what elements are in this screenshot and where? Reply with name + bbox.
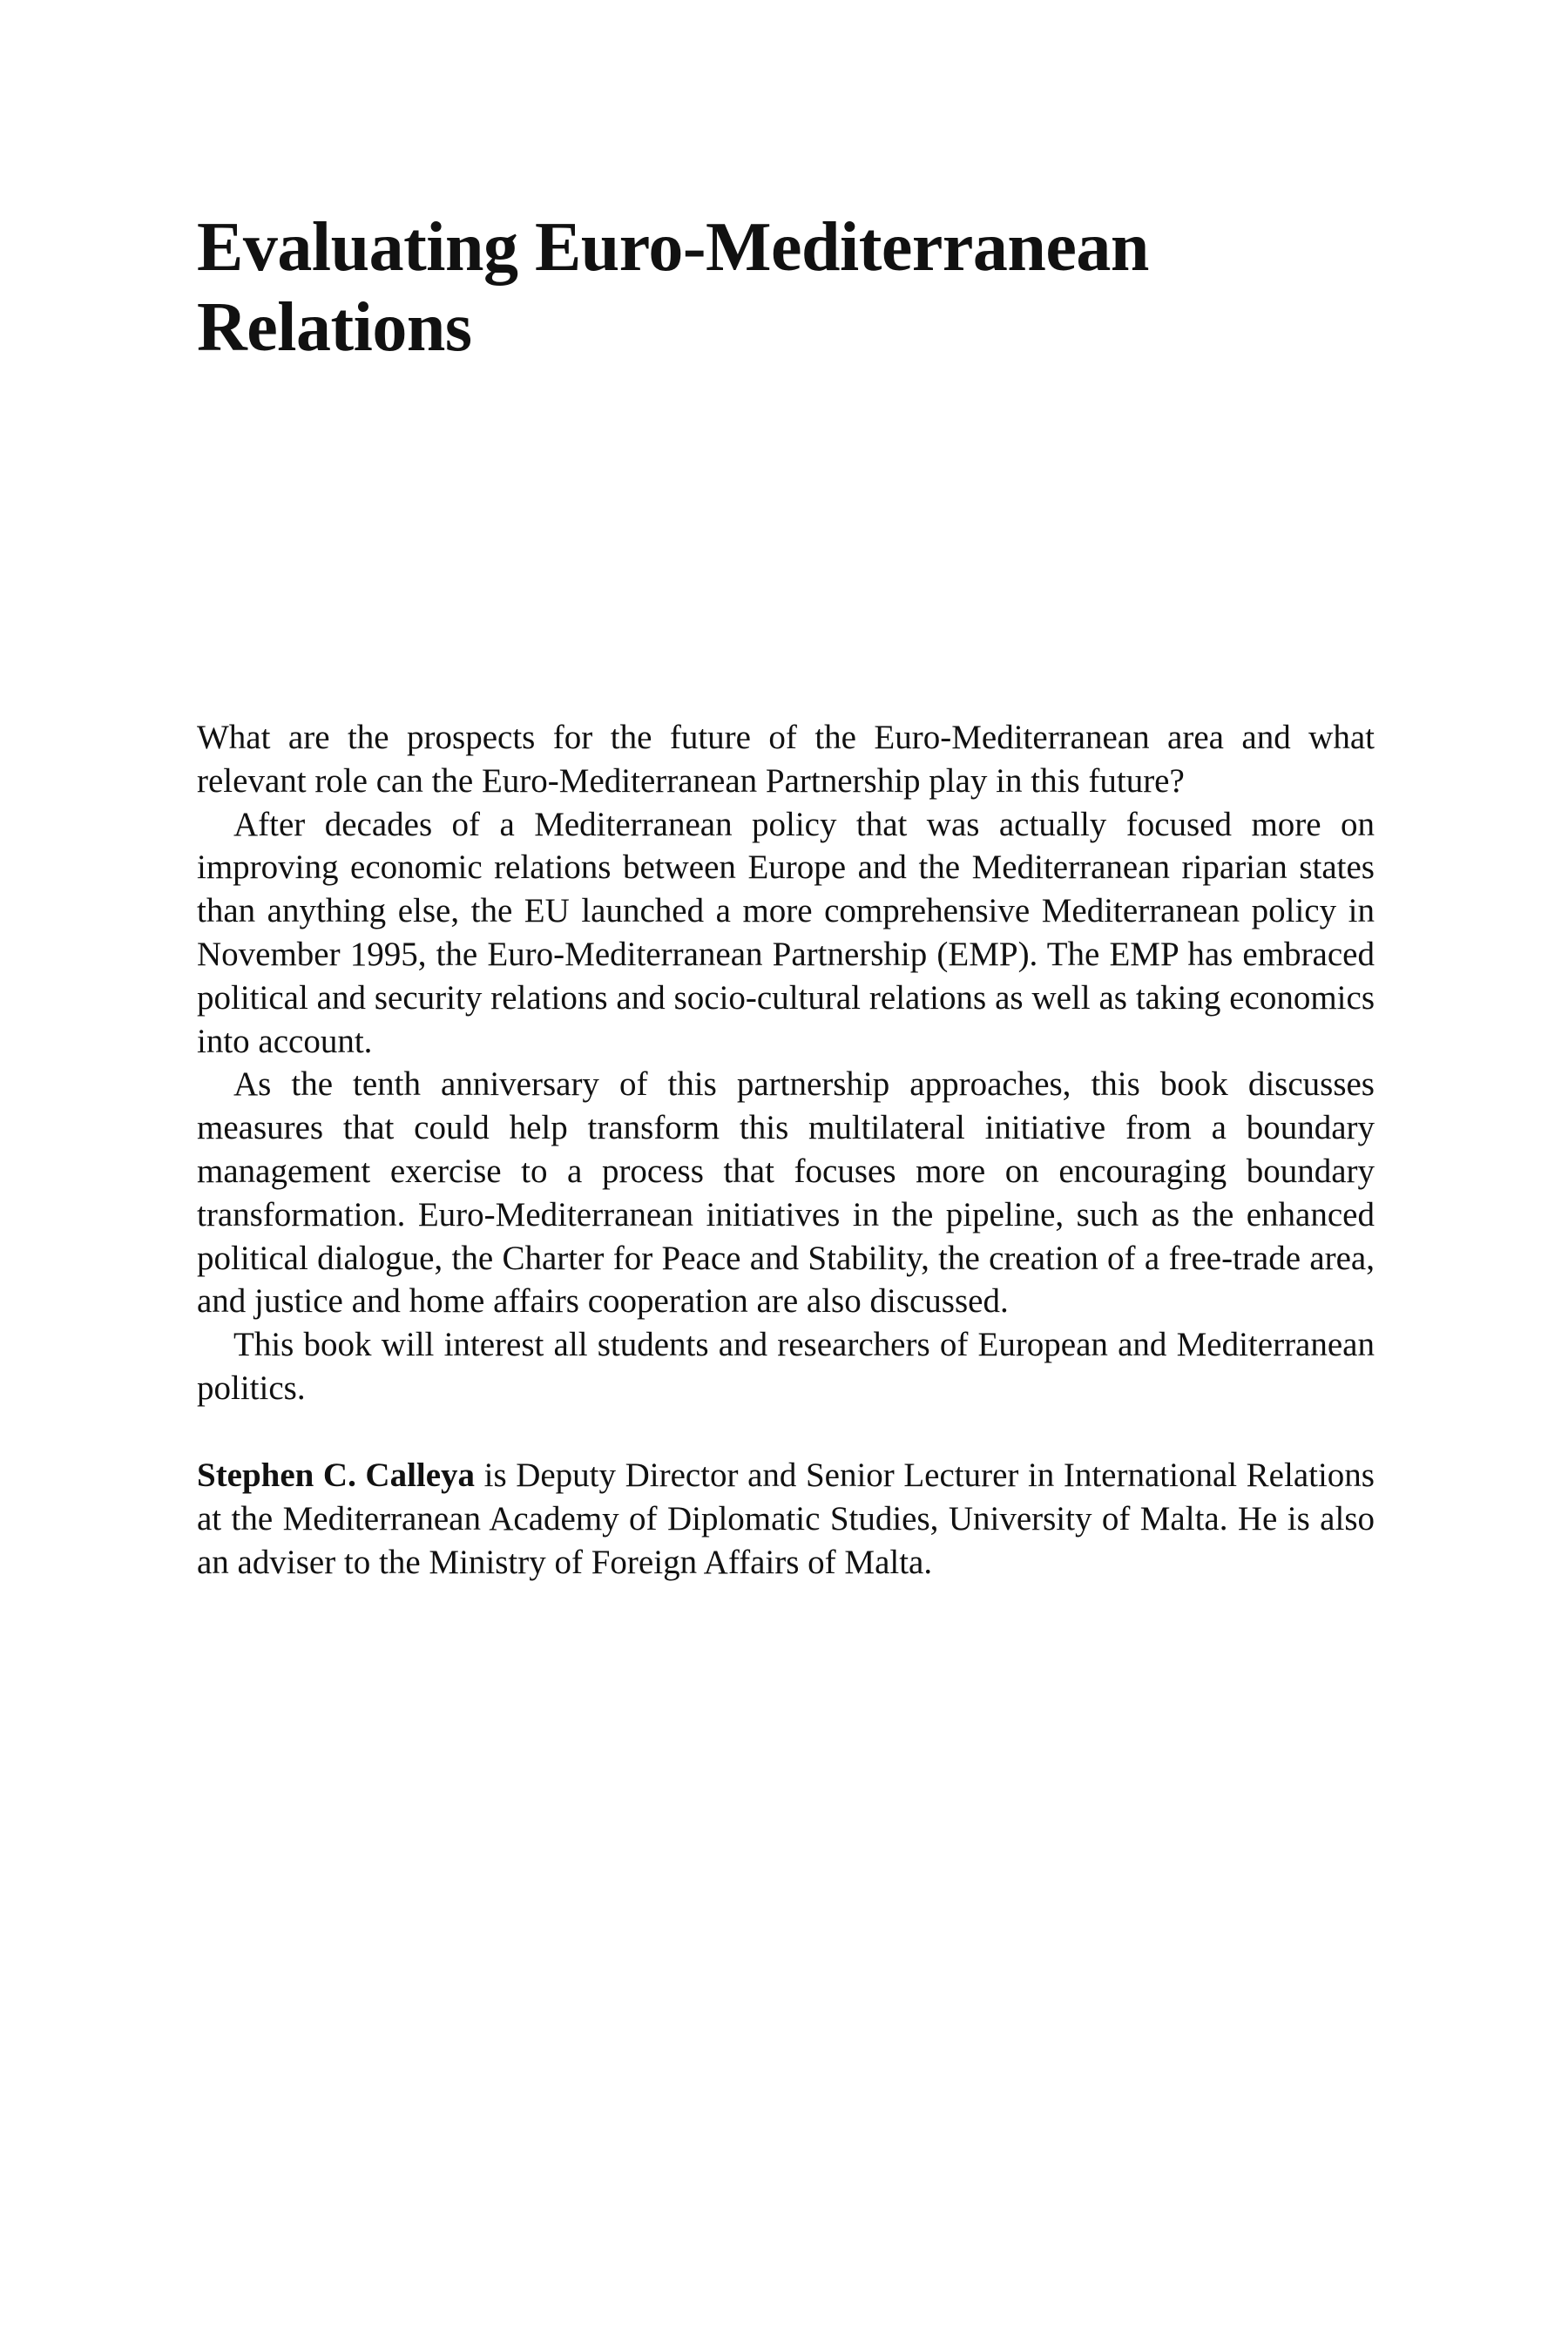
author-bio-text: is Deputy Director and Senior Lecturer in International Relations at the Mediterranean Academy of Diplomatic Studies, University of Malta. He is also an adviser to the Ministry of Foreign Affairs of Malta. (197, 1456, 1375, 1581)
book-description (197, 716, 1375, 1410)
description-paragraph-1: What are the prospects for the future of the Euro-Mediterranean area and what relevant role can the Euro-Mediterranean Partnership play in this future? (197, 719, 1375, 800)
description-paragraph-2: After decades of a Mediterranean policy that was actually focused more on improving economic relations between Europe and the Mediterranean riparian states than anything else, the EU launched a more comprehensive Mediterranean policy in November 1995, the Euro-Mediterranean Partnership (EMP). The EMP has embraced political and security relations and socio-cultural relations as well as taking economics into account. (197, 805, 1375, 1060)
author-bio (197, 1454, 1375, 1584)
description-paragraph-3: As the tenth anniversary of this partnership approaches, this book discusses measures that could help transform this multilateral initiative from a boundary management exercise to a process that focuses more on encouraging boundary transformation. Euro-Mediterranean initiatives in the pipeline, such as the enhanced political dialogue, the Charter for Peace and Stability, the creation of a free-trade area, and justice and home affairs cooperation are also discussed. (197, 1065, 1375, 1321)
author-name: Stephen C. Calleya (197, 1456, 476, 1494)
book-title-line-2: Relations (197, 289, 472, 366)
book-title (197, 207, 1373, 368)
description-paragraph-4: This book will interest all students and researchers of European and Mediterranean politics. (197, 1326, 1375, 1407)
book-title-line-1: Evaluating Euro-Mediterranean (197, 209, 1149, 286)
